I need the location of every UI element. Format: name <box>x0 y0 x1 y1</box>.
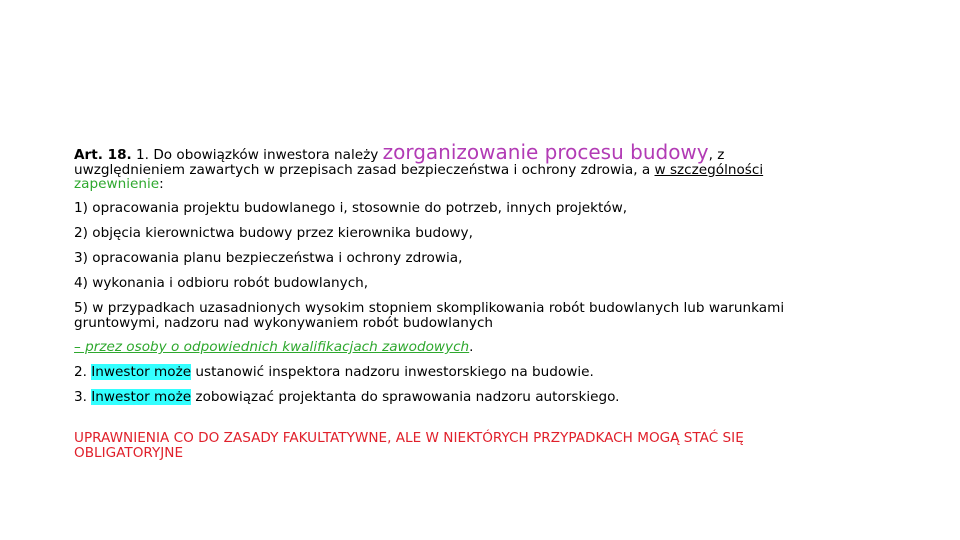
paragraph-3-text: zobowiązać projektanta do sprawowania nadzoru autorskiego. <box>191 389 620 405</box>
slide-content <box>74 140 874 461</box>
item-5-text-1: 5) w przypadkach uzasadnionych wysokim stopniem skomplikowania robót budowlanych lub warunkami <box>74 300 785 316</box>
item-4: 4) wykonania i odbioru robót budowlanych, <box>74 275 369 291</box>
item-3: 3) opracowania planu bezpieczeństwa i ochrony zdrowia, <box>74 250 463 266</box>
item-1: 1) opracowania projektu budowlanego i, stosownie do potrzeb, innych projektów, <box>74 200 628 216</box>
paragraph-2-number: 2. <box>74 364 92 380</box>
note-line-1 <box>74 431 874 446</box>
item-2: 2) objęcia kierownictwa budowy przez kierownika budowy, <box>74 225 473 241</box>
note-text-2: OBLIGATORYJNE <box>74 445 184 461</box>
list-item-5-line-2 <box>74 316 874 330</box>
paragraph-3-highlight: Inwestor może <box>91 389 192 405</box>
list-item <box>74 250 874 266</box>
article-label: Art. 18. <box>74 147 132 163</box>
list-item <box>74 225 874 241</box>
colon: : <box>159 176 164 192</box>
item-5-qualifications: – przez osoby o odpowiednich kwalifikacjach zawodowych <box>74 339 470 355</box>
article-line2-text: uwzględnieniem zawartych w przepisach zasad bezpieczeństwa i ochrony zdrowia, a <box>74 162 655 178</box>
item-5-dot: . <box>469 339 474 355</box>
article-line2-underlined: w szczególności <box>654 162 764 178</box>
paragraph-2-highlight: Inwestor może <box>91 364 192 380</box>
list-item-5-line-1 <box>74 300 874 316</box>
paragraph-3-number: 3. <box>74 389 92 405</box>
paragraph-3 <box>74 389 874 405</box>
emphasis-text: zorganizowanie procesu budowy <box>382 140 709 164</box>
list-item <box>74 275 874 291</box>
article-line-2 <box>74 163 874 177</box>
paragraph-2 <box>74 364 874 380</box>
paragraph-2-text: ustanowić inspektora nadzoru inwestorskiego na budowie. <box>191 364 594 380</box>
item-5-text-2: gruntowymi, nadzoru nad wykonywaniem robót budowlanych <box>74 315 494 331</box>
list-item-5-line-3 <box>74 339 874 355</box>
zapewnienie-text: zapewnienie <box>74 176 160 192</box>
note-text-1: UPRAWNIENIA CO DO ZASADY FAKULTATYWNE, ALE W NIEKTÓRYCH PRZYPADKACH MOGĄ STAĆ SIĘ <box>74 430 744 446</box>
note-line-2 <box>74 446 874 461</box>
article-line-1 <box>74 140 874 164</box>
list-item <box>74 200 874 216</box>
article-intro: 1. Do obowiązków inwestora należy <box>131 147 383 163</box>
article-line1-suffix: , z <box>708 147 725 163</box>
article-line-3 <box>74 177 874 191</box>
